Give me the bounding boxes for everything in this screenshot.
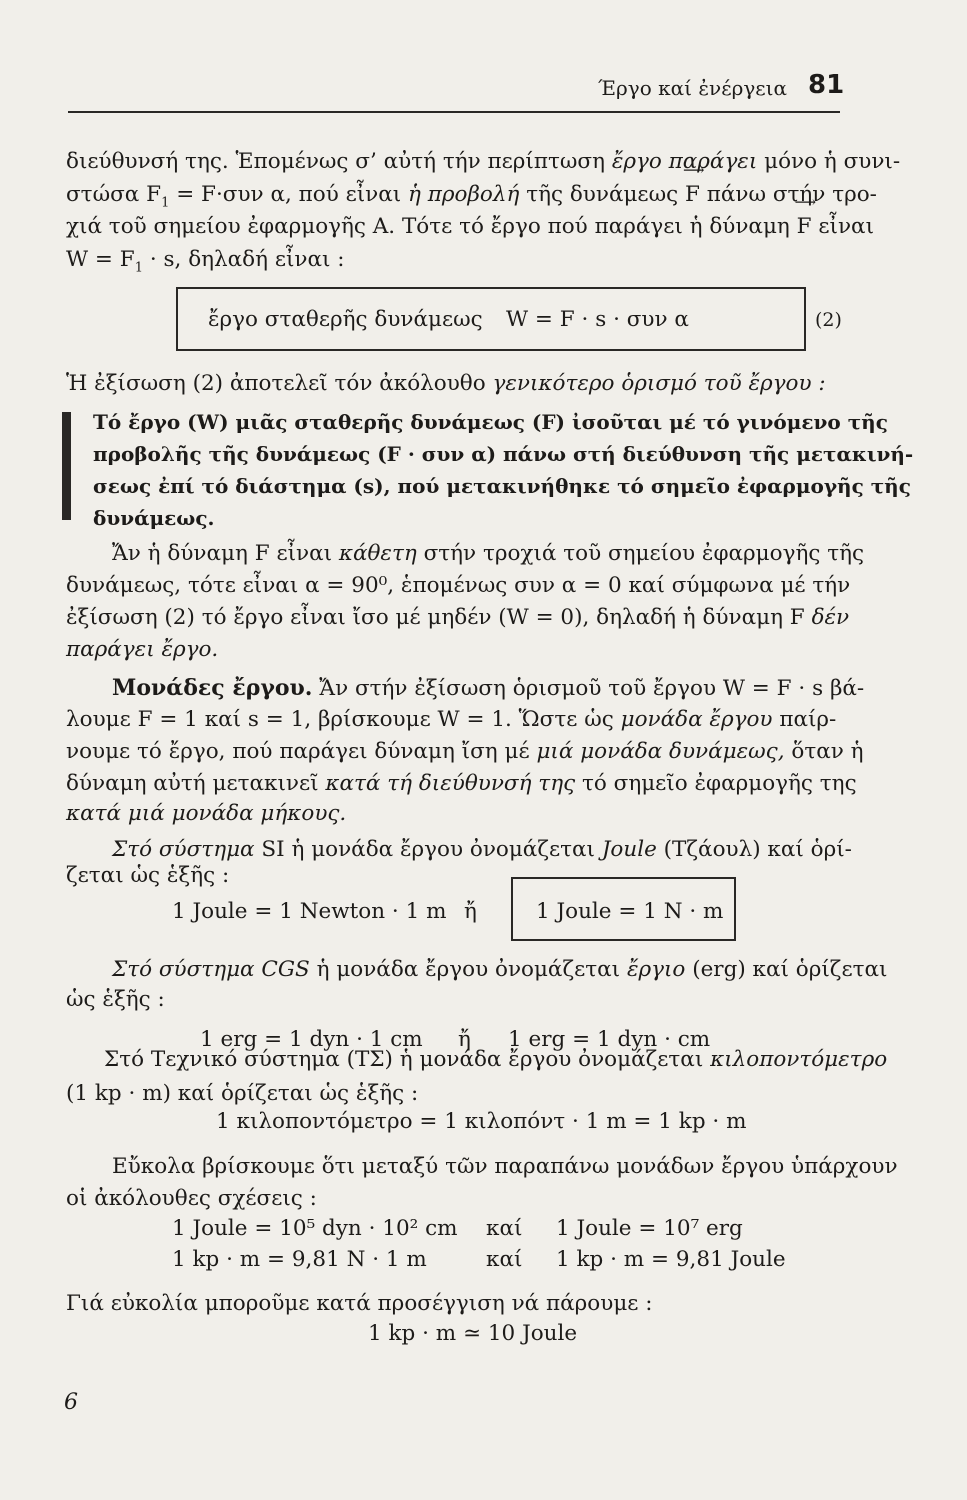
text-line: ὡς ἑξῆς : — [66, 987, 165, 1012]
emphasis: Στό σύστημα CGS — [112, 957, 310, 982]
text-line: $W = F_1 \cdot s$, δηλαδή εἶναι : — [66, 247, 345, 276]
emphasis: κιλοποντόμετρο — [710, 1047, 888, 1072]
definition-line: Τό ἔργο (W) μιᾶς σταθερῆς δυνάμεως (F) ἰσοῦται μέ τό γινόμενο τῆς — [93, 410, 888, 434]
emphasis: δέν — [811, 605, 850, 630]
text-line: δυνάμεως, τότε εἶναι α = 90⁰, ἑπομένως συν α = 0 καί σύμφωνα μέ τήν — [66, 573, 851, 598]
equation-number: (2) — [815, 309, 842, 331]
and-word: καί — [486, 1247, 523, 1272]
text-line: χιά τοῦ σημείου ἐφαρμογῆς Α. Τότε τό ἔργο πού παράγει ἡ δύναμη ⟶ F εἶναι — [66, 213, 874, 241]
definition-line: προβολῆς τῆς δυνάμεως (F · συν α) πάνω στή διεύθυνση τῆς μετακινή- — [93, 442, 914, 466]
text-line: Στό σύστημα SI ἡ μονάδα ἔργου ὀνομάζεται Joule (Τζάουλ) καί ὁρί- — [112, 837, 852, 862]
emphasis: Joule — [601, 837, 657, 862]
relation-left: 1 Joule = 10⁵ dyn · 10² cm — [172, 1216, 458, 1241]
formula-label: ἔργο σταθερῆς δυνάμεως — [208, 307, 483, 332]
text-line: Γιά εὐκολία μποροῦμε κατά προσέγγιση νά πάρουμε : — [66, 1291, 653, 1316]
approximation: 1 kp · m ≃ 10 Joule — [368, 1321, 578, 1346]
joule-formula: 1 Joule = 1 N · m — [536, 899, 724, 924]
definition-line: σεως ἐπί τό διάστημα (s), πού μετακινήθηκε τό σημεῖο ἐφαρμογῆς τῆς — [93, 474, 911, 498]
emphasis: ἡ προβολή — [408, 182, 520, 207]
emphasis: μιά μονάδα δυνάμεως, — [536, 739, 785, 764]
text-line: κατά μιά μονάδα μήκους. — [66, 801, 347, 826]
text-line: διεύθυνσή της. Ἑπομένως σ’ αὐτή τήν περίπτωση ἔργο παράγει μόνο ἡ συνι- — [66, 149, 901, 174]
text-line: δύναμη αὐτή μετακινεῖ κατά τή διεύθυνσή της τό σημεῖο ἐφαρμογῆς της — [66, 771, 857, 796]
relation-right: 1 Joule = 10⁷ erg — [556, 1216, 743, 1241]
page-number: 81 — [808, 70, 845, 100]
emphasis: κατά τή διεύθυνσή της — [325, 771, 576, 796]
section-heading: Μονάδες ἔργου. — [112, 675, 313, 701]
signature-mark: 6 — [64, 1390, 78, 1415]
work-formula: W = F · s · συν α — [506, 307, 689, 332]
and-word: καί — [486, 1216, 523, 1241]
or-word: ἤ — [458, 1027, 471, 1052]
header-rule — [68, 111, 840, 113]
text-line: Ἄν ἡ δύναμη F εἶναι κάθετη στήν τροχιά τοῦ σημείου ἐφαρμογῆς τῆς — [112, 541, 865, 566]
text-line: Μονάδες ἔργου. Ἄν στήν ἐξίσωση ὁρισμοῦ τοῦ ἔργου W = F · s βά- — [112, 675, 865, 701]
emphasis: ἔργιο — [626, 957, 686, 982]
definition-marker-bar — [62, 412, 71, 520]
text-line: στώσα $F_1 = F\cdot\sigma\upsilon\nu$ α, πού εἶναι ἡ προβολή τῆς δυνάμεως ⟶ F πάνω στήν τρο- — [66, 181, 877, 217]
text-line: Ἡ ἐξίσωση (2) ἀποτελεῖ τόν ἀκόλουθο γενικότερο ὁρισμό τοῦ ἔργου : — [66, 371, 826, 396]
text-line: (1 kp · m) καί ὁρίζεται ὡς ἑξῆς : — [66, 1081, 419, 1106]
relation-left: 1 kp · m = 9,81 N · 1 m — [172, 1247, 427, 1272]
text-line: οἱ ἀκόλουθες σχέσεις : — [66, 1186, 317, 1211]
text-line: ζεται ὡς ἑξῆς : — [66, 863, 230, 888]
vector-symbol: ⟶ F — [797, 213, 812, 241]
text-line: Εὔκολα βρίσκουμε ὅτι μεταξύ τῶν παραπάνω μονάδων ἔργου ὑπάρχουν — [112, 1154, 898, 1179]
emphasis: μονάδα ἔργου — [620, 707, 773, 732]
emphasis: ἔργο παράγει — [611, 149, 758, 174]
erg-definition: 1 erg = 1 dyn · 1 cm — [200, 1027, 423, 1052]
text-line: παράγει ἔργο. — [66, 637, 219, 662]
joule-definition: 1 Joule = 1 Newton · 1 m — [172, 899, 447, 924]
text-line: ἐξίσωση (2) τό ἔργο εἶναι ἴσο μέ μηδέν (W = 0), δηλαδή ἡ δύναμη F δέν — [66, 605, 850, 630]
text-line: λουμε F = 1 καί s = 1, βρίσκουμε W = 1. Ὥστε ὡς μονάδα ἔργου παίρ- — [66, 707, 837, 732]
running-header-title: Έργο καί ἐνέργεια — [598, 76, 787, 100]
emphasis: κάθετη — [338, 541, 417, 566]
text-line: Στό Τεχνικό σύστημα (ΤΣ) ἡ μονάδα ἔργου ὀνομάζεται κιλοποντόμετρο — [104, 1047, 888, 1072]
emphasis: Στό σύστημα — [112, 837, 255, 862]
emphasis: γενικότερο ὁρισμό τοῦ ἔργου : — [492, 371, 826, 396]
or-word: ἤ — [464, 899, 477, 924]
text-line: νουμε τό ἔργο, πού παράγει δύναμη ἴση μέ μιά μονάδα δυνάμεως, ὅταν ἡ — [66, 739, 864, 764]
erg-formula: 1 erg = 1 dyn · cm — [508, 1027, 711, 1052]
text-line: Στό σύστημα CGS ἡ μονάδα ἔργου ὀνομάζεται ἔργιο (erg) καί ὁρίζεται — [112, 957, 888, 982]
kpm-definition: 1 κιλοποντόμετρο = 1 κιλοπόντ · 1 m = 1 kp · m — [216, 1109, 747, 1134]
definition-line: δυνάμεως. — [93, 506, 215, 530]
relation-right: 1 kp · m = 9,81 Joule — [556, 1247, 786, 1272]
vector-symbol: ⟶ F — [685, 181, 700, 209]
